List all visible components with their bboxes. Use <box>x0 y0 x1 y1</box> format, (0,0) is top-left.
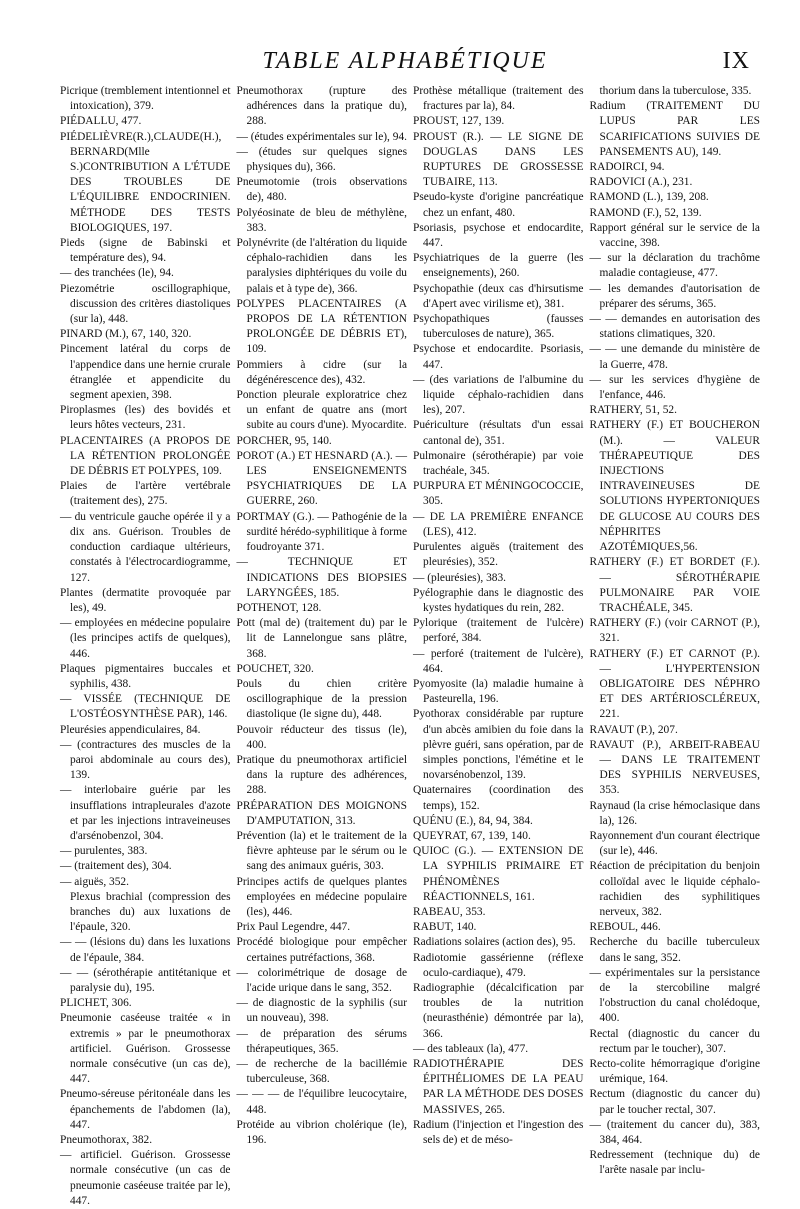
index-entry: Plexus brachial (compression des branches du) aux luxations de l'épaule, 320. <box>70 890 231 934</box>
index-entry: — (contractures des muscles de la paroi abdominale au cours des), 139. <box>60 738 231 782</box>
index-entry: RATHERY (F.) ET CARNOT (P.). — L'HYPERTENSION OBLIGATOIRE DES NÉPHRO ET DES ARTÉRIOSCLÉREUX, 221. <box>589 647 760 721</box>
index-entry: Plaies de l'artère vertébrale (traitement des), 275. <box>60 480 231 508</box>
index-entry: Rapport général sur le service de la vaccine, 398. <box>589 221 760 250</box>
index-entry: POROT (A.) ET HESNARD (A.). — LES ENSEIGNEMENTS PSYCHIATRIQUES DE LA GUERRE, 260. <box>236 449 407 508</box>
index-entry: PROUST, 127, 139. <box>413 115 505 128</box>
index-entry: — — une demande du ministère de la Guerre, 478. <box>589 343 760 371</box>
index-entry: Pratique du pneumothorax artificiel dans la rupture des adhérences, 288. <box>236 753 407 797</box>
index-entry: Polynévrite (de l'altération du liquide céphalo-rachidien dans les paralysies diphtériques du voile du palais et à type de), 366. <box>236 237 407 295</box>
index-entry: Pyélographie dans le diagnostic des kystes hydatiques du rein, 282. <box>413 586 584 614</box>
page-header <box>60 46 750 80</box>
index-entry: POLYPES PLACENTAIRES (A PROPOS DE LA RÉTENTION PROLONGÉE DE DÉBRIS ET), 109. <box>236 297 407 356</box>
index-entry: PLICHET, 306. <box>60 997 132 1010</box>
index-entry: PINARD (M.), 67, 140, 320. <box>60 328 192 341</box>
index-entry: QUEYRAT, 67, 139, 140. <box>413 829 531 842</box>
index-entry: Pseudo-kyste d'origine pancréatique chez un enfant, 480. <box>413 191 584 219</box>
index-entry: — — demandes en autorisation des stations climatiques, 320. <box>589 313 760 341</box>
index-entry: — — (sérothérapie antitétanique et paralysie du), 195. <box>60 966 231 994</box>
index-entry: Polyéosinate de bleu de méthylène, 383. <box>236 206 407 234</box>
index-column-3 <box>413 84 584 1147</box>
index-entry: POTHENOT, 128. <box>236 601 322 614</box>
index-entry: — purulentes, 383. <box>60 845 148 858</box>
index-entry: Pulmonaire (sérothérapie) par voie trachéale, 345. <box>413 449 584 478</box>
index-entry: Rectum (diagnostic du cancer du) par le toucher rectal, 307. <box>589 1088 760 1116</box>
index-entry: Pylorique (traitement de l'ulcère) perforé, 384. <box>413 617 584 645</box>
index-entry: PORTMAY (G.). — Pathogénie de la surdité hérédo-syphilitique à forme foudroyante 371. <box>236 510 407 554</box>
index-entry: Rectal (diagnostic du cancer du rectum par le toucher), 307. <box>589 1027 760 1055</box>
index-entry: Pneumo-séreuse péritonéale dans les épanchements de l'abdomen (la), 447. <box>60 1088 231 1131</box>
index-columns <box>60 84 760 1207</box>
index-entry: RATHERY (F.) ET BOUCHERON (M.). — VALEUR THÉRAPEUTIQUE DES INJECTIONS INTRAVEINEUSES DE SOLUTIONS HYPERTONIQUES DE GLUCOSE AU COURS DES NÉPHRITES AZOTÉMIQUES,56. <box>589 419 760 554</box>
index-entry: Ponction pleurale exploratrice chez un enfant de quatre ans (mort subite au cours d'une). Myocardite. <box>236 389 407 432</box>
index-entry: RABUT, 140. <box>413 921 477 934</box>
index-entry: — sur les services d'hygiène de l'enfance, 446. <box>589 373 760 402</box>
index-entry: PORCHER, 95, 140. <box>236 434 332 447</box>
index-entry: — de recherche de la bacillémie tuberculeuse, 368. <box>236 1058 407 1086</box>
index-entry: RATHERY, 51, 52. <box>589 404 677 417</box>
index-entry: — TECHNIQUE ET INDICATIONS DES BIOPSIES LARYNGÉES, 185. <box>236 556 407 599</box>
index-entry: — — (lésions du) dans les luxations de l'épaule, 384. <box>60 936 231 964</box>
index-entry: Prothèse métallique (traitement des fractures par la), 84. <box>413 85 584 113</box>
index-entry: — des tableaux (la), 477. <box>413 1042 529 1055</box>
index-entry: RADIOTHÉRAPIE DES ÉPITHÉLIOMES DE LA PEAU PAR LA MÉTHODE DES DOSES MASSIVES, 265. <box>413 1058 584 1116</box>
index-entry: Pneumotomie (trois observations de), 480. <box>236 176 407 204</box>
index-entry: Redressement (technique du) de l'arête nasale par inclu- <box>589 1149 760 1177</box>
index-entry: Pneumonie caséeuse traitée « in extremis » par le pneumothorax artificiel. Guérison. Grossesse normale consécutive (un cas de), 447. <box>60 1012 231 1086</box>
index-entry: Psychopathie (deux cas d'hirsutisme d'Apert avec virilisme et), 381. <box>413 282 584 310</box>
index-entry: — sur la déclaration du trachôme maladie contagieuse, 477. <box>589 252 760 280</box>
index-entry: — (pleurésies), 383. <box>413 571 506 584</box>
index-entry: PIÉDELIÈVRE(R.),CLAUDE(H.), BERNARD(Mlle S.)CONTRIBUTION A L'ÉTUDE DES TROUBLES DE L'ÉQUILIBRE ENDOCRINIEN. MÉTHODE DES TESTS BIOLOGIQUES, 197. <box>60 130 231 234</box>
index-entry: RATHERY (F.) ET BORDET (F.). — SÉROTHÉRAPIE PULMONAIRE PAR VOIE TRACHÉALE, 345. <box>589 556 760 614</box>
index-entry: — colorimétrique de dosage de l'acide urique dans le sang, 352. <box>236 966 407 994</box>
index-entry: Pouvoir réducteur des tissus (le), 400. <box>236 723 407 751</box>
index-entry: REBOUL, 446. <box>589 921 661 934</box>
index-entry: — (traitement des), 304. <box>60 860 172 873</box>
index-entry: Pouls du chien critère oscillographique de la pression diastolique (le signe du), 448. <box>236 677 407 721</box>
index-entry: Piezométrie oscillographique, discussion des critères diastoliques (sur la), 448. <box>60 282 231 326</box>
index-entry: RAMOND (L.), 139, 208. <box>589 191 709 204</box>
index-entry: thorium dans la tuberculose, 335. <box>599 85 752 97</box>
index-entry: POUCHET, 320. <box>236 662 314 675</box>
index-entry: — VISSÉE (TECHNIQUE DE L'OSTÉOSYNTHÈSE PAR), 146. <box>60 693 231 721</box>
index-entry: — aiguës, 352. <box>60 875 129 888</box>
index-entry: Protéide au vibrion cholérique (le), 196. <box>236 1118 407 1147</box>
index-entry: Psychose et endocardite. Psoriasis, 447. <box>413 343 584 371</box>
index-entry: — (études expérimentales sur le), 94. <box>236 130 407 143</box>
index-entry: RABEAU, 353. <box>413 905 486 918</box>
index-entry: Pott (mal de) (traitement du) par le lit de Lannelongue sans plâtre, 368. <box>236 617 407 660</box>
page-title: TABLE ALPHABÉTIQUE <box>262 48 548 74</box>
index-entry: — DE LA PREMIÈRE ENFANCE (LES), 412. <box>413 510 584 538</box>
index-entry: RAMOND (F.), 52, 139. <box>589 206 702 219</box>
index-entry: Psychopathiques (fausses tuberculoses de nature), 365. <box>413 313 584 341</box>
index-entry: Pleurésies appendiculaires, 84. <box>60 723 201 736</box>
index-entry: — — — de l'équilibre leucocytaire, 448. <box>236 1088 407 1116</box>
index-entry: Plaques pigmentaires buccales et syphilis, 438. <box>60 662 231 690</box>
index-entry: Plantes (dermatite provoquée par les), 49. <box>60 586 231 614</box>
index-entry: Picrique (tremblement intentionnel et intoxication), 379. <box>60 85 231 113</box>
index-entry: RADOIRCI, 94. <box>589 161 665 174</box>
index-entry: Piroplasmes (les) des bovidés et leurs hôtes vecteurs, 231. <box>60 404 231 432</box>
index-entry: Raynaud (la crise hémoclasique dans la), 126. <box>589 799 760 827</box>
index-entry: Réaction de précipitation du benjoin colloïdal avec le liquide céphalo-rachidien des syphilitiques nerveux, 382. <box>589 860 760 918</box>
index-entry: — (études sur quelques signes physiques du), 366. <box>236 145 407 174</box>
index-entry: Pyomyosite (la) maladie humaine à Pasteurella, 196. <box>413 677 584 706</box>
index-entry: — de préparation des sérums thérapeutiques, 365. <box>236 1027 407 1055</box>
index-entry: Pneumothorax (rupture des adhérences dans la pratique du), 288. <box>236 85 407 128</box>
index-entry: — du ventricule gauche opérée il y a dix ans. Guérison. Troubles de conduction cardiaque ultérieurs, constatés à l'électrocardiogramme, 127. <box>60 510 231 584</box>
index-entry: Pyothorax considérable par rupture d'un abcès amibien du foie dans la plèvre guéri, sans opération, par de simples ponctions, l'émétine et le novarsénobenzol, 139. <box>413 708 584 782</box>
index-entry: Recto-colite hémorragique d'origine urémique, 164. <box>589 1058 760 1086</box>
index-entry: RADOVICI (A.), 231. <box>589 176 693 189</box>
index-entry: RATHERY (F.) (voir CARNOT (P.), 321. <box>589 617 760 645</box>
index-entry: Principes actifs de quelques plantes employées en médecine populaire (les), 446. <box>236 875 407 918</box>
index-entry: PROUST (R.). — LE SIGNE DE DOUGLAS DANS LES RUPTURES DE GROSSESSE TUBAIRE, 113. <box>413 130 584 189</box>
index-entry: — (traitement du cancer du), 383, 384, 464. <box>589 1118 760 1147</box>
index-entry: PLACENTAIRES (A PROPOS DE LA RÉTENTION PROLONGÉE DE DÉBRIS ET POLYPES, 109. <box>60 434 231 478</box>
index-entry: — les demandes d'autorisation de préparer des sérums, 365. <box>589 282 760 310</box>
index-column-1 <box>60 84 231 1207</box>
index-entry: Pneumothorax, 382. <box>60 1134 153 1147</box>
index-entry: — interlobaire guérie par les insufflations intrapleurales d'azote et par les injections intraveineuses d'arsénobenzol, 304. <box>60 784 231 842</box>
index-entry: — (des variations de l'albumine du liquide céphalo-rachidien dans les), 207. <box>413 373 584 417</box>
index-entry: RAVAUT (P.), 207. <box>589 723 678 736</box>
index-entry: — de diagnostic de la syphilis (sur un nouveau), 398. <box>236 997 407 1025</box>
index-entry: Recherche du bacille tuberculeux dans le sang, 352. <box>589 936 760 964</box>
index-entry: Pincement latéral du corps de l'appendice dans une hernie crurale étranglée et appendicite du segment apexien, 398. <box>60 343 231 402</box>
index-entry: Psoriasis, psychose et endocardite, 447. <box>413 221 584 250</box>
index-entry: PRÉPARATION DES MOIGNONS D'AMPUTATION, 313. <box>236 799 407 827</box>
index-entry: — employées en médecine populaire (les principes actifs de quelques), 446. <box>60 617 231 660</box>
index-entry: Purulentes aiguës (traitement des pleurésies), 352. <box>413 541 584 569</box>
index-entry: — des tranchées (le), 94. <box>60 267 174 280</box>
index-entry: Radium (TRAITEMENT DU LUPUS PAR LES SCARIFICATIONS SUIVIES DE PANSEMENTS AU), 149. <box>589 100 760 158</box>
index-entry: Procédé biologique pour empêcher certaines putréfactions, 368. <box>236 936 407 964</box>
index-entry: — perforé (traitement de l'ulcère), 464. <box>413 647 584 675</box>
index-entry: QUIOC (G.). — EXTENSION DE LA SYPHILIS PRIMAIRE ET PHÉNOMÈNES RÉACTIONNELS, 161. <box>413 845 584 903</box>
index-entry: Psychiatriques de la guerre (les enseignements), 260. <box>413 252 584 280</box>
page-number: IX <box>722 48 750 74</box>
index-entry: RAVAUT (P.), ARBEIT-RABEAU — DANS LE TRAITEMENT DES SYPHILIS NERVEUSES, 353. <box>589 738 760 797</box>
index-entry: Rayonnement d'un courant électrique (sur le), 446. <box>589 829 760 858</box>
index-entry: Prévention (la) et le traitement de la fièvre aphteuse par le sérum ou le sang des animaux guéris, 303. <box>236 829 407 873</box>
index-entry: PIÉDALLU, 477. <box>60 115 142 128</box>
index-entry: Radiations solaires (action des), 95. <box>413 936 576 949</box>
index-entry: Puériculture (résultats d'un essai cantonal de), 351. <box>413 419 584 447</box>
index-entry: Prix Paul Legendre, 447. <box>236 921 351 934</box>
index-entry: PURPURA ET MÉNINGOCOCCIE, 305. <box>413 480 584 508</box>
index-entry: Pieds (signe de Babinski et température des), 94. <box>60 237 231 265</box>
index-entry: Quaternaires (coordination des temps), 152. <box>413 784 584 812</box>
index-entry: Pommiers à cidre (sur la dégénérescence des), 432. <box>236 358 407 386</box>
index-entry: — expérimentales sur la persistance de la stercobiline malgré l'obstruction du canal cholédoque, 400. <box>589 966 760 1025</box>
index-column-2 <box>236 84 408 1147</box>
index-entry: Radium (l'injection et l'ingestion des sels de) et de méso- <box>413 1118 584 1147</box>
index-entry: — artificiel. Guérison. Grossesse normale consécutive (un cas de pneumonie caséeuse traitée par le), 447. <box>60 1149 231 1207</box>
index-entry: QUÉNU (E.), 84, 94, 384. <box>413 814 533 827</box>
index-entry: Radiographie (décalcification par troubles de la nutrition (neurasthénie) démontrée par la), 366. <box>413 981 584 1040</box>
index-entry: Radiotomie gassérienne (réflexe oculo-cardiaque), 479. <box>413 951 584 979</box>
index-column-4 <box>589 84 761 1177</box>
